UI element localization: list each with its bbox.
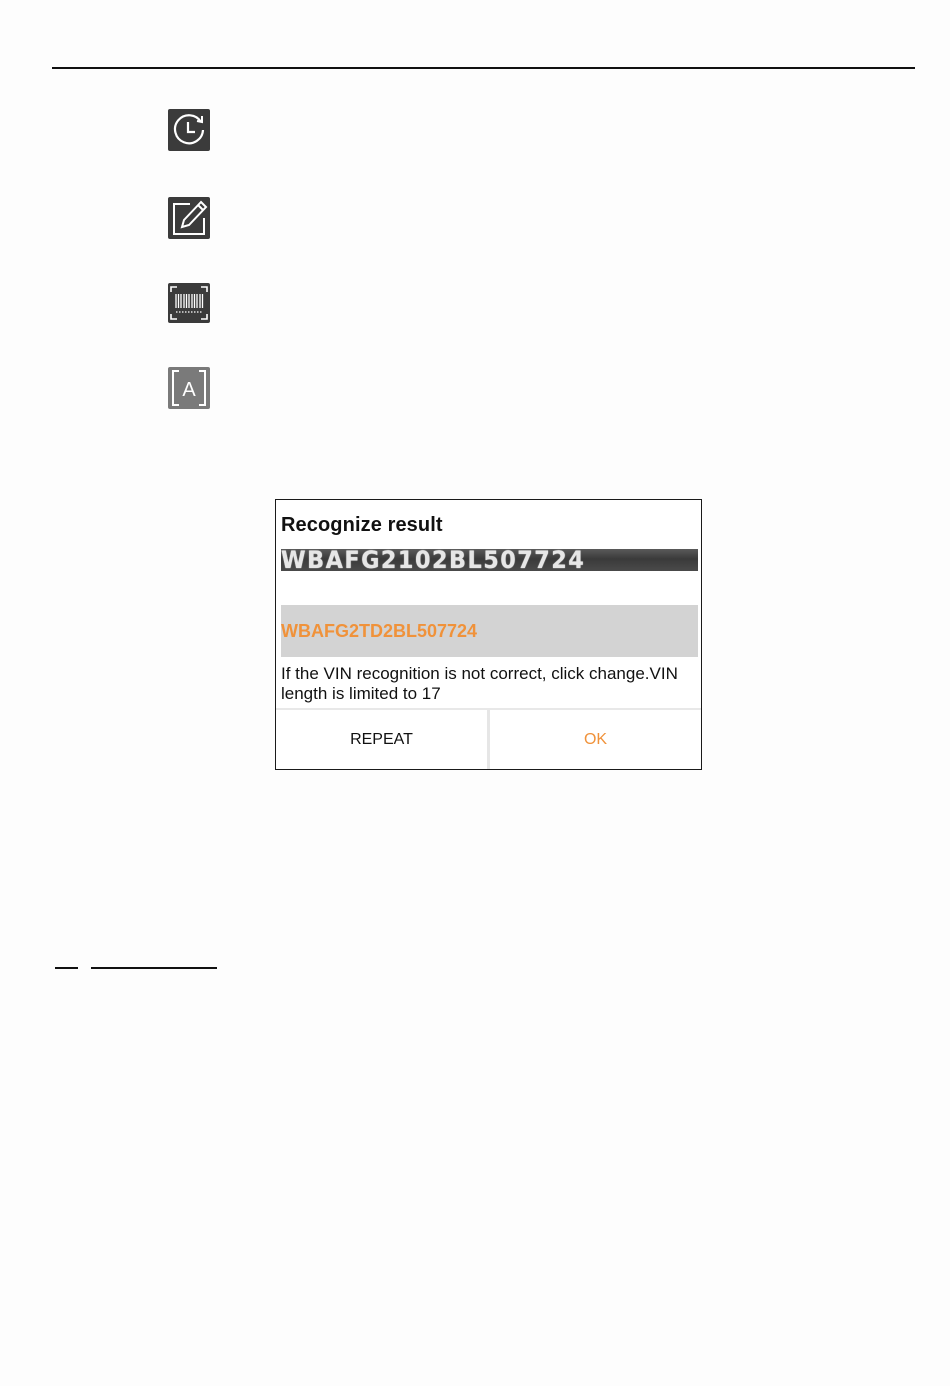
footer-rule-long	[91, 967, 217, 969]
vin-input-field[interactable]	[281, 605, 698, 657]
barcode-scan-icon[interactable]	[168, 283, 210, 323]
scanned-vin-image	[281, 549, 698, 571]
vin-hint-text: If the VIN recognition is not correct, click change.VIN length is limited to 17	[281, 664, 678, 703]
recognize-result-dialog	[275, 499, 702, 770]
header-rule	[52, 67, 915, 69]
footer-rule-short	[55, 967, 78, 969]
repeat-button[interactable]: REPEAT	[276, 710, 487, 769]
vin-value: WBAFG2TD2BL507724	[281, 621, 478, 641]
dialog-title: Recognize result	[281, 514, 443, 536]
svg-text:A: A	[182, 379, 196, 401]
edit-icon[interactable]	[168, 197, 210, 239]
history-icon[interactable]	[168, 109, 210, 151]
text-scan-icon[interactable]	[168, 367, 210, 409]
ok-button[interactable]: OK	[490, 710, 701, 769]
scanned-vin-image-text: WBAFG2102BL507724	[281, 549, 586, 571]
